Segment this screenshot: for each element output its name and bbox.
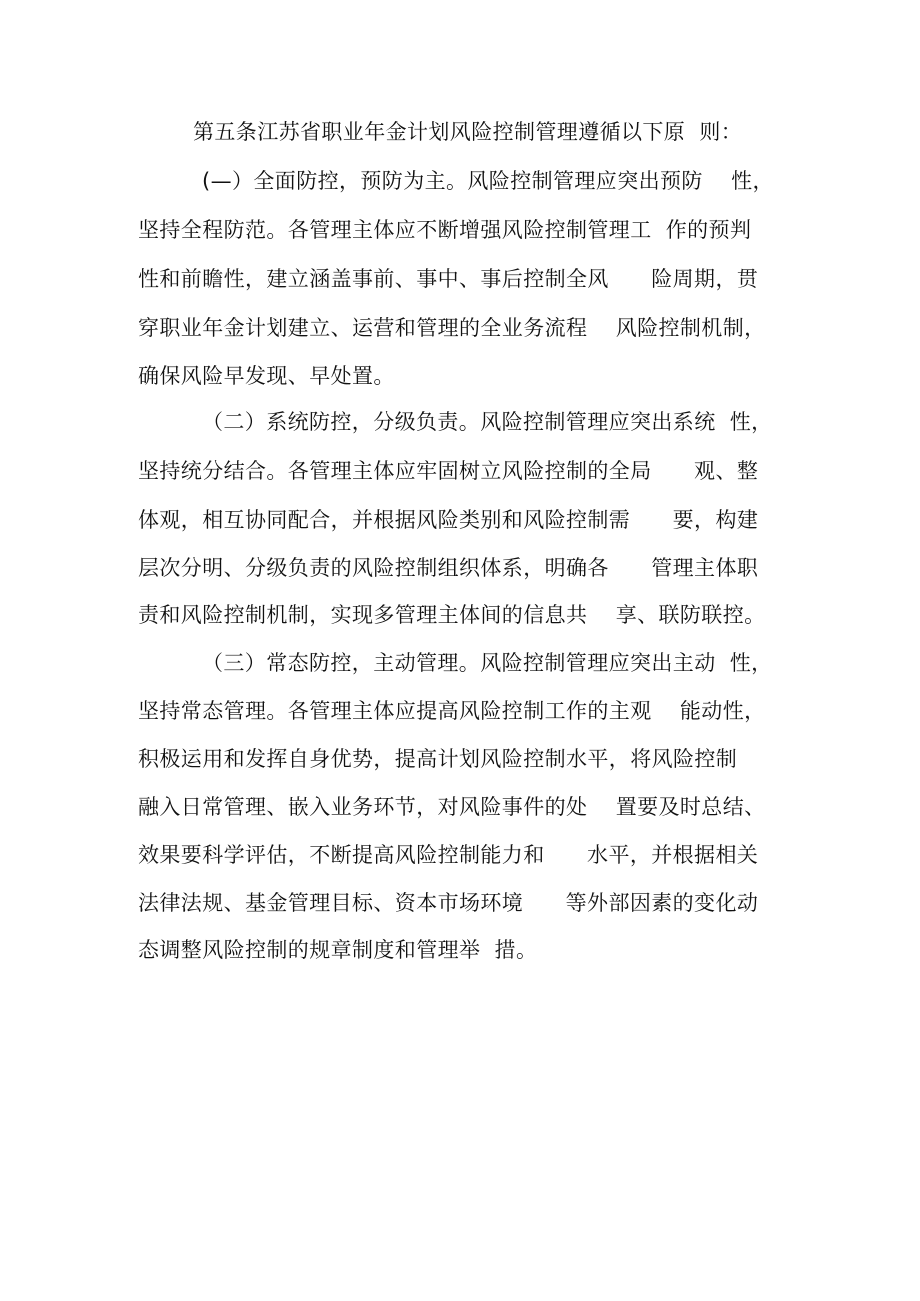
paragraph-line: 责和风险控制机制，实现多管理主体间的信息共 享、联防联控。 <box>138 603 766 627</box>
paragraph-line: （二）系统防控，分级负责。风险控制管理应突出系统 性， <box>202 410 773 434</box>
heading-line: 第五条江苏省职业年金计划风险控制管理遵循以下原 则： <box>193 120 743 144</box>
paragraph-line: 态调整风险控制的规章制度和管理举 措。 <box>138 938 538 962</box>
paragraph-line: 融入日常管理、嵌入业务环节，对风险事件的处 置要及时总结、 <box>138 795 766 819</box>
paragraph-line: (—）全面防控，预防为主。风险控制管理应突出预防 性， <box>202 169 774 193</box>
paragraph-line: 穿职业年金计划建立、运营和管理的全业务流程 风险控制机制， <box>138 316 766 340</box>
paragraph-line: 确保风险早发现、早处置。 <box>138 364 395 388</box>
paragraph-line: 法律法规、基金管理目标、资本市场环境 等外部因素的变化动 <box>138 891 759 915</box>
paragraph-line: 性和前瞻性，建立涵盖事前、事中、事后控制全风 险周期，贯 <box>138 267 759 291</box>
paragraph-line: 积极运用和发挥自身优势，提高计划风险控制水平，将风险控制 <box>138 747 738 771</box>
paragraph-line: 效果要科学评估，不断提高风险控制能力和 水平，并根据相关 <box>138 843 759 867</box>
paragraph-line: 层次分明、分级负责的风险控制组织体系，明确各 管理主体职 <box>138 556 759 580</box>
paragraph-line: （三）常态防控，主动管理。风险控制管理应突出主动 性， <box>202 651 773 675</box>
paragraph-line: 坚持全程防范。各管理主体应不断增强风险控制管理工 作的预判 <box>138 218 752 242</box>
paragraph-line: 坚持统分结合。各管理主体应牢固树立风险控制的全局 观、整 <box>138 459 759 483</box>
paragraph-line: 体观，相互协同配合，并根据风险类别和风险控制需 要，构建 <box>138 508 759 532</box>
paragraph-line: 坚持常态管理。各管理主体应提高风险控制工作的主观 能动性， <box>138 699 766 723</box>
